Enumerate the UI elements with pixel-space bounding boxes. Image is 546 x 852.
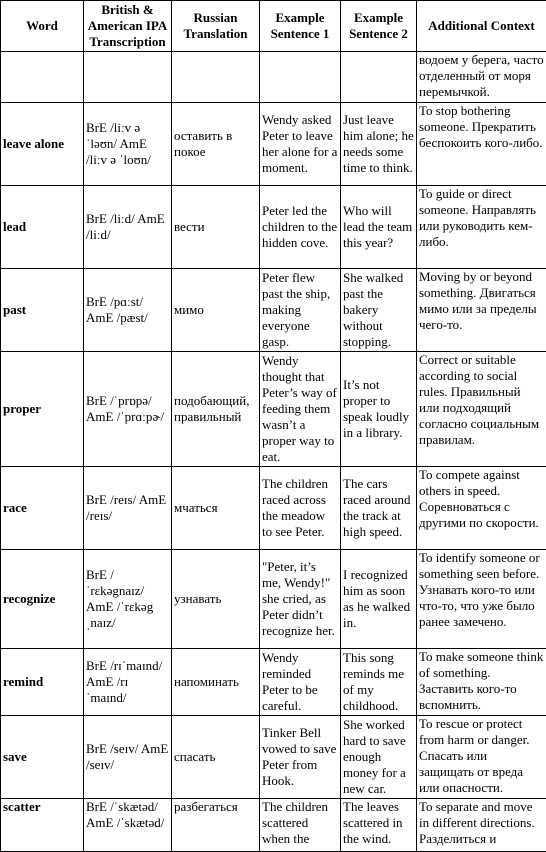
example-2-cell: She walked past the bakery without stopping. [341, 269, 417, 352]
table-row [1, 649, 546, 716]
table-row [1, 550, 546, 649]
table-row [1, 467, 546, 550]
example-2-cell: She worked hard to save enough money for a new car. [341, 716, 417, 799]
russian-cell: спасать [172, 716, 260, 799]
word-cell: remind [1, 649, 84, 716]
word-cell: recognize [1, 550, 84, 649]
header-russian: Russian Translation [172, 1, 260, 52]
example-2-cell: Who will lead the team this year? [341, 186, 417, 269]
example-1-cell: Peter flew past the ship, making everyone gasp. [260, 269, 341, 352]
context-cell: Correct or suitable according to social rules. Правильный или подходящий согласно социальным правилам. [417, 352, 546, 467]
example-1-cell: The children raced across the meadow to see Peter. [260, 467, 341, 550]
ipa-cell [84, 52, 172, 103]
context-cell: водоем у берега, часто отделенный от моря перемычкой. [417, 52, 546, 103]
word-cell: race [1, 467, 84, 550]
russian-cell: мимо [172, 269, 260, 352]
ipa-cell: BrE /seɪv/ AmE /seɪv/ [84, 716, 172, 799]
header-ipa: British & American IPA Transcription [84, 1, 172, 52]
table-row [1, 799, 546, 852]
table-row [1, 103, 546, 186]
context-cell: To separate and move in different directions. Разделиться и [417, 799, 546, 852]
word-cell: leave alone [1, 103, 84, 186]
context-cell: To stop bothering someone. Прекратить беспокоить кого-либо. [417, 103, 546, 186]
ipa-cell: BrE /ˈrɛkəgnaɪz/ AmE /ˈrɛkəg ˌnaɪz/ [84, 550, 172, 649]
context-cell: To compete against others in speed. Соревноваться с другими по скорости. [417, 467, 546, 550]
context-cell: Moving by or beyond something. Двигаться мимо или за пределы чего-то. [417, 269, 546, 352]
table-row [1, 269, 546, 352]
ipa-cell: BrE /ˈskætəd/ AmE /ˈskætəd/ [84, 799, 172, 852]
ipa-cell: BrE /rɪˈmaɪnd/ AmE /rɪ ˈmaɪnd/ [84, 649, 172, 716]
table-row [1, 52, 546, 103]
header-row [1, 1, 546, 52]
russian-cell: подобающий, правильный [172, 352, 260, 467]
table-row [1, 352, 546, 467]
russian-cell: напоминать [172, 649, 260, 716]
russian-cell: мчаться [172, 467, 260, 550]
word-cell: proper [1, 352, 84, 467]
header-word: Word [1, 1, 84, 52]
russian-cell: оставить в покое [172, 103, 260, 186]
context-cell: To rescue or protect from harm or danger. Спасать или защищать от вреда или опасности. [417, 716, 546, 799]
example-1-cell: Wendy asked Peter to leave her alone for a moment. [260, 103, 341, 186]
table-row [1, 716, 546, 799]
example-2-cell: I recognized him as soon as he walked in. [341, 550, 417, 649]
word-cell: lead [1, 186, 84, 269]
context-cell: To make someone think of something. Заставить кого-то вспомнить. [417, 649, 546, 716]
word-cell: save [1, 716, 84, 799]
russian-cell: узнавать [172, 550, 260, 649]
table-row [1, 186, 546, 269]
context-cell: To identify someone or something seen before. Узнавать кого-то или что-то, что уже было ранее замечено. [417, 550, 546, 649]
ipa-cell: BrE /liːd/ AmE /liːd/ [84, 186, 172, 269]
example-2-cell: It’s not proper to speak loudly in a library. [341, 352, 417, 467]
word-cell [1, 52, 84, 103]
context-cell: To guide or direct someone. Направлять или руководить кем-либо. [417, 186, 546, 269]
example-1-cell: "Peter, it’s me, Wendy!" she cried, as Peter didn’t recognize her. [260, 550, 341, 649]
example-2-cell [341, 52, 417, 103]
russian-cell: вести [172, 186, 260, 269]
header-example-1: Example Sentence 1 [260, 1, 341, 52]
example-2-cell: This song reminds me of my childhood. [341, 649, 417, 716]
word-cell: scatter [1, 799, 84, 852]
ipa-cell: BrE /liːv ə ˈləʊn/ AmE /liːv ə ˈloʊn/ [84, 103, 172, 186]
example-1-cell: Wendy thought that Peter’s way of feeding them wasn’t a proper way to eat. [260, 352, 341, 467]
ipa-cell: BrE /reɪs/ AmE /reɪs/ [84, 467, 172, 550]
example-1-cell: The children scattered when the [260, 799, 341, 852]
header-context: Additional Context [417, 1, 546, 52]
russian-cell: разбегаться [172, 799, 260, 852]
example-1-cell: Peter led the children to the hidden cove. [260, 186, 341, 269]
header-example-2: Example Sentence 2 [341, 1, 417, 52]
example-2-cell: The cars raced around the track at high speed. [341, 467, 417, 550]
word-cell: past [1, 269, 84, 352]
example-1-cell: Wendy reminded Peter to be careful. [260, 649, 341, 716]
example-2-cell: The leaves scattered in the wind. [341, 799, 417, 852]
ipa-cell: BrE /pɑːst/ AmE /pæst/ [84, 269, 172, 352]
example-1-cell [260, 52, 341, 103]
example-1-cell: Tinker Bell vowed to save Peter from Hook. [260, 716, 341, 799]
example-2-cell: Just leave him alone; he needs some time to think. [341, 103, 417, 186]
russian-cell [172, 52, 260, 103]
ipa-cell: BrE /ˈprɒpə/ AmE /ˈprɑːpɚ/ [84, 352, 172, 467]
